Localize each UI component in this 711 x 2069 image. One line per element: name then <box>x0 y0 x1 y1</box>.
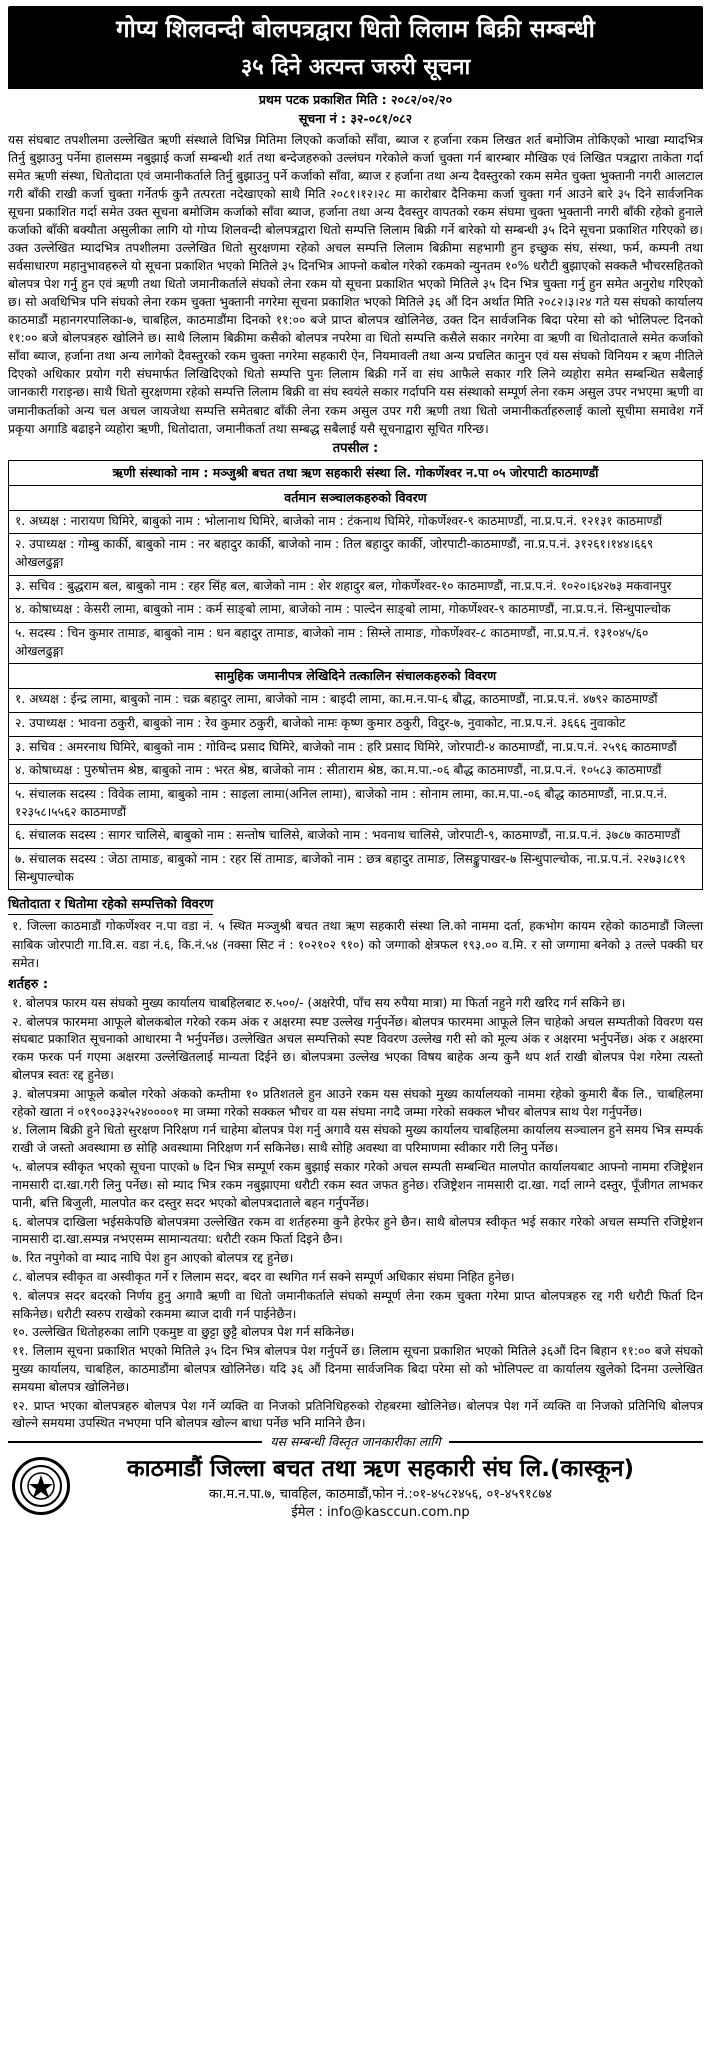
current-board-member: ३. सचिव : बुद्धराम बल, बाबुको नाम : रहर सिंह बल, बाजेको नाम : शेर शहादुर बल, गोकर्णेश्वर-१० काठमाण्डौं, ना.प्र.प.नं. १०२०।६४२७३ मकवानपुर <box>9 576 702 600</box>
notice-number: सूचना नं : ३२-०८१/०८२ <box>298 111 413 127</box>
term-item: ७. रित नपुगेको वा म्याद नाघि पेश हुन आएको बोलपत्र रद्द हुनेछ। <box>12 1251 294 1266</box>
term-item: ६. बोलपत्र दाखिला भईसकेपछि बोलपत्रमा उल्लेखित रकम वा शर्तहरुमा कुनै हेरफेर हुने छैन। साथै बोलपत्र स्वीकृत भई सकार गरेको अचल सम्पत्ति रजिष्ट्रेशन नामसारी दा.खा.सम्पन्न नभएसम्म सामान्यतया: धरौटी रकम फिर्ता दिइने छैन। <box>12 1214 703 1247</box>
property-heading: धितोदाता र धितोमा रहेको सम्पत्तिको विवरण <box>8 896 213 915</box>
term-item: ११. लिलाम सूचना प्रकाशित भएको मितिले ३५ दिन भित्र बोलपत्र पेश गर्नुपर्ने छ। लिलाम सूचना प्रकाशित भएको मितिले ३६औं दिन बिहान ११:०० बजे संघको मुख्य कार्यालय, चाबहिल, काठमाडौंमा बोलपत्र खोलिनेछ। यदि ३६ औं दिनमा सार्वजनिक बिदा परेमा सो को भोलिपल्ट वा कार्यालय खुलेको दिनमा उल्लेखित समयमा बोलपत्र खोलिनेछ। <box>12 1344 703 1394</box>
former-board-member: ६. संचालक सदस्य : सागर चालिसे, बाबुको नाम : सन्तोष चालिसे, बाजेको नाम : भवनाथ चालिसे, जोरपाटी-९, काठमाण्डौं, ना.प्र.प.नं. ३७८७ काठमाण्डौं <box>9 825 702 849</box>
details-heading: तपसील : <box>332 440 379 456</box>
old-board-list <box>9 689 702 889</box>
current-board-heading: वर्तमान सञ्चालकहरुको विवरण <box>9 486 702 511</box>
organization-name: काठमाडौं जिल्ला बचत तथा ऋण सहकारी संघ लि.(कास्कून) <box>126 1456 634 1483</box>
term-item: ९. बोलपत्र सदर बदरको निर्णय हुनु अगावै ऋणी वा धितो जमानीकर्ताले संघको सम्पूर्ण लेना रकम चुक्ता गरेमा प्राप्त बोलपत्रहरु रद्द गरी धरौटी फिर्ता दिन सकिनेछ। धरौटी स्वरुप राखेको रकममा ब्याज दावी गर्न पाईनेछैन। <box>12 1288 703 1321</box>
term-item: ३. बोलपत्रमा आफूले कबोल गरेको अंकको कम्तीमा १० प्रतिशतले हुन आउने रकम यस संघको मुख्य कार्यालयको नाममा रहेको कुमारी बैंक लि., चाबहिलमा रहेको खाता नं ०१९००३३२५२४००००१ मा जम्मा गरेको सक्कल भौचर वा यस संघमा नगदै जम्मा गरेको सक्कल भौचर बोलपत्र साथ पेश गर्नुपर्नेछ। <box>12 1086 703 1119</box>
old-board-heading: सामुहिक जमानीपत्र लेखिदिने तत्कालिन संचालकहरुको विवरण <box>9 663 702 689</box>
current-board-member: ५. सदस्य : चिन कुमार तामाङ, बाबुको नाम : धन बहादुर तामाङ, बाजेको नाम : सिम्ले तामाङ, गोकर्णेश्वर-८ काठमाण्डौं, ना.प्र.प.नं. १३१०४५/६० ओखलढुङ्गा <box>15 626 649 658</box>
notice-meta <box>8 91 703 129</box>
property-detail: १. जिल्ला काठमाडौं गोकर्णेश्वर न.पा वडा नं. ५ स्थित मञ्जुश्री बचत तथा ऋण सहकारी संस्था लि.को नाममा दर्ता, हकभोग कायम रहेको काठमाडौं जिल्ला साबिक जोरपाटी गा.वि.स. वडा नं.६, कि.नं.५४ (नक्सा सिट नं : १०२१०२ ९१०) को जग्गाको क्षेत्रफल १९३.०० व.मि. र सो जग्गामा बनेको ३ तल्ले पक्की घर समेत। <box>12 919 703 970</box>
notice-subtitle: ३५ दिने अत्यन्त जरुरी सूचना <box>8 50 703 89</box>
organization-address: का.म.न.पा.७, चावहिल, काठमाडौं,फोन नं.:०१-४५८२४५६, ०१-४५९१८७४ <box>208 1486 553 1502</box>
former-board-member: १. अध्यक्ष : ईन्द्र लामा, बाबुको नाम : चक्र बहादुर लामा, बाजेको नाम : बाइदी लामा, का.म.न.पा-६ बौद्ध, काठमाण्डौं, ना.प्र.प.नं. ४७९२ काठमाण्डौं <box>9 689 702 713</box>
borrower-name: ऋणी संस्थाको नाम : मञ्जुश्री बचत तथा ऋण सहकारी संस्था लि. गोकर्णेश्वर न.पा ०५ जोरपाटी काठमाण्डौं <box>9 461 702 486</box>
term-item: १२. प्राप्त भएका बोलपत्रहरु बोलपत्र पेश गर्ने व्यक्ति वा निजको प्रतिनिधिहरुको रोहबरमा खोलिनेछ। बोलपत्र पेश गर्ने व्यक्ति वा निजको प्रतिनिधि बोलपत्र खोल्ने समयमा उपस्थित नभएमा पनि बोलपत्र खोल्न बाधा पर्नेछ भनि मानिने छैन। <box>12 1398 703 1431</box>
term-item: ८. बोलपत्र स्वीकृत वा अस्वीकृत गर्ने र लिलाम सदर, बदर वा स्थगित गर्न सक्ने सम्पूर्ण अधिकार संघमा निहित हुनेछ। <box>12 1269 515 1284</box>
organization-logo-icon <box>12 1457 70 1515</box>
former-board-member: ५. संचालक सदस्य : विवेक लामा, बाबुको नाम : साइला लामा(अनिल लामा), बाजेको नाम : सोनाम लामा, का.म.पा.-०६ बौद्ध काठमाण्डौं, ना.प्र.प.नं. १२३५८।५५६२ काठमाण्डौं <box>9 784 702 825</box>
term-item: ५. बोलपत्र स्वीकृत भएको सूचना पाएको ७ दिन भित्र सम्पूर्ण रकम बुझाई सकार गरेको अचल सम्पती सम्बन्धित मालपोत कार्यालयबाट आफ्नो नाममा रजिष्ट्रेशन नामसारी दा.खा.गरी लिनु पर्नेछ। सो म्याद भित्र रकम नबुझाएमा धरौटी रकम स्वत जफत हुनेछ। रजिष्ट्रेशन नामसारी दा.खा. गर्दा लाग्ने दस्तुर, पूँजीगत लाभकर पानी, बत्ति बिजुली, मालपोत कर दस्तुर सदर भएको बोलपत्रदाताले बहन गर्नुपर्नेछ। <box>12 1160 703 1210</box>
former-board-member: २. उपाध्यक्ष : भावना ठकुरी, बाबुको नाम : रेव कुमार ठकुरी, बाजेको नामः कृष्ण कुमार ठकुरी, विदुर-७, नुवाकोट, ना.प्र.प.नं. ३६६६ नुवाकोट <box>9 713 702 737</box>
current-board-member: २. उपाध्यक्ष : गोम्बु कार्की, बाबुको नाम : नर बहादुर कार्की, बाजेको नाम : तिल बहादुर कार्की, जोरपाटी-काठमाण्डौं, ना.प्र.प.नं. ३१२६१।१४४।६६९ ओखलढुङ्गा <box>9 534 702 575</box>
former-board-member: ४. कोषाध्यक्ष : पुरुषोत्तम श्रेष्ठ, बाबुको नाम : भरत श्रेष्ठ, बाजेको नाम : सीताराम श्रेष्ठ, का.म.पा.-०६ बौद्ध काठमाण्डौं, ना.प्र.प.नं. १०५८३ काठमाण्डौं <box>9 760 702 784</box>
former-board-member: ७. संचालक सदस्य : जेठा तामाङ, बाबुको नाम : रहर सिं तामाङ, बाजेको नाम : छत्र बहादुर तामाङ, लिसङ्कुपाखर-७ सिन्धुपाल्चोक, ना.प्र.प.नं. २२७३।८१९ सिन्धुपाल्चोक <box>15 851 686 884</box>
former-board-member: ३. सचिव : अमरनाथ घिमिरे, बाबुको नाम : गोविन्द प्रसाद घिमिरे, बाजेको नाम : हरि प्रसाद घिमिरे, जोरपाटी-४ काठमाण्डौं, ना.प्र.प.नं. २५९६ काठमाण्डौं <box>9 737 702 761</box>
terms-heading: शर्तहरु : <box>8 976 49 992</box>
term-item: १. बोलपत्र फारम यस संघको मुख्य कार्यालय चाबहिलबाट रु.५००/- (अक्षरेपी, पाँच सय रुपैया मात्रा) मा फिर्ता नहुने गरी खरिद गर्न सकिने छ। <box>12 995 626 1010</box>
current-board-list <box>9 511 702 664</box>
logo-emblem-icon <box>18 1463 64 1509</box>
organization-email: ईमेल : info@kasccun.com.np <box>291 1505 470 1521</box>
borrower-box <box>8 460 703 890</box>
footer-note: यस सम्बन्धी विस्तृत जानकारीका लागि <box>262 1434 448 1449</box>
terms-list <box>8 995 703 1434</box>
notice-body: यस संघबाट तपशीलमा उल्लेखित ऋणी संस्थाले विभिन्न मितिमा लिएको कर्जाको साँवा, ब्याज र हर्जाना रकम लिखत शर्त बमोजिम तोकिएको भाखा म्यादभित्र तिर्नु बुझाउनु पर्नेमा हालसम्म नबुझाई कर्जा सम्बन्धी शर्त तथा बन्देजहरुको उल्लंघन गरेकोले कर्जा चुक्ता गर्न बारम्बार मौखिक एवं लिखित पत्रद्वारा ताकेता गर्दा समेत ऋणी संस्था, धितोदाता एवं जमानीकर्ताले तिर्नु बुझाउनु पर्ने कर्जाको साँवा, ब्याज र हर्जाना तथा अन्य दैवस्तुरको रकम समेत चुक्ता भुक्तानी नगरी आलटाल गरी बाँकी राखी कर्जा चुक्ता गर्नेतर्फ कुनै तत्परता नदेखाएको साथै मिति २०८१।१२।२८ मा कारोबार दैनिकमा कर्जा चुक्ता गर्न आउने बारे ३५ दिने सार्वजनिक सूचना प्रकाशित गर्दा समेत उक्त सूचना बमोजिम कर्जाको साँवा ब्याज, हर्जाना तथा अन्य दैवस्तुर वापतको रकम संघमा चुक्ता भुक्तानी नगरी बाँकी रहेको हुनाले कर्जाको बाँकी बक्यौता असुलीका लागि यो गोप्य शिलवन्दी बोलपत्रद्वारा धितो सम्पत्ति लिलाम बिक्री गर्ने बारेको यो सम्बन्धी ३५ दिने सूचना प्रकाशित गरिएको छ। उक्त उल्लेखित म्यादभित्र तपशीलमा उल्लेखित धितो सुरक्षणमा रहेको अचल सम्पत्ति लिलाम बिक्रीमा सहभागी हुन इच्छुक संघ, संस्था, फर्म, कम्पनी तथा सर्वसाधारण महानुभावहरुले यो सूचना प्रकाशित भएको मितिले ३५ दिनभित्र आफ्नो कबोल गरेको रकमको न्युनतम १०% धरौटी बुझाएको सक्कलै भौचरसहितको बोलपत्र पेश गर्नु हुन एवं ऋणी तथा धितो जमानीकर्ताले संघको लेना रकम यो सूचना प्रकाशित भएको मितिले ३५ दिन भित्र चुक्ता गर्नु हुन समेत अनुरोध गरिएको छ। सो अवधिभित्र पनि संघको लेना रकम चुक्ता भुक्तानी नगरेमा सूचना प्रकाशित भएको मितिले ३६ औं दिन अर्थात मिति २०८२।३।२४ गते यस संघको कार्यालय काठमाडौं महानगरपालिका-७, चाबहिल, काठमाडौंमा दिनको ११:०० बजे प्राप्त बोलपत्र खोलिनेछ, उक्त दिन सार्वजनिक बिदा परेमा सो को भोलिपल्ट दिनको ११:०० बजे बोलपत्रहरु खोलिने छ। साथै लिलाम बिक्रीमा कसैको बोलपत्र नपरेमा वा धितो सम्पत्ति कसैले सकार नगरेमा वा ऋणी वा धितोदाताले समेत कर्जाको साँवा ब्याज, हर्जाना तथा अन्य लागेको दैवस्तुरको रकम चुक्ता नगरेमा सहकारी ऐन, नियमावली तथा अन्य प्रचलित कानुन एवं यस संघको विनियम र ऋण नीतिले दिएको अधिकार प्रयोग गरी संघमार्फत लिखिदिएको धितो सम्पत्ति पुनः लिलाम बिक्री गर्ने वा संघ आफैले सकार गरि लिने व्यहोरा समेत सम्बन्धित सबैलाई जानकारी गराइन्छ। साथै धितो सुरक्षणमा रहेको सम्पत्ति लिलाम बिक्री वा संघ स्वयंले सकार गर्दापनि यस संस्थाको सम्पूर्ण लेना रकम असुल उपर नभएमा ऋणी वा जमानीकर्ताको अन्य चल अचल जायजेथा सम्पत्ति समेतबाट बाँकी लेना रकम असुल उपर गरी ऋणी तथा धितो जमानीकर्ताहरुलाई कालो सूचीमा समावेश गर्ने प्रकृया अगाडि बढाइने व्यहोरा ऋणी, धितोदाता, जमानीकर्ता तथा सम्बद्ध सबैलाई यसै सूचनाद्वारा सूचित गरिन्छ। <box>8 132 703 436</box>
notice-title: गोप्य शिलवन्दी बोलपत्रद्वारा धितो लिलाम बिक्री सम्बन्धी <box>8 6 703 50</box>
term-item: १०. उल्लेखित धितोहरुका लागि एकमुष्ट वा छुट्टा छुट्टै बोलपत्र पेश गर्न सकिनेछ। <box>12 1325 355 1340</box>
current-board-member: ४. कोषाध्यक्ष : केसरी लामा, बाबुको नाम : कर्म साङ्बो लामा, बाजेको नाम : पाल्देन साङ्बो लामा, गोकर्णेश्वर-९ काठमाण्डौं, ना.प्र.प.नं. सिन्धुपाल्चोक <box>9 599 702 623</box>
term-item: ४. लिलाम बिक्री हुने धितो सुरक्षण निरिक्षण गर्न चाहेमा बोलपत्र पेश गर्नु अगावै यस संघको मुख्य कार्यालय चाबहिलमा कार्यालय सञ्चालन हुने समय भित्र सम्पर्क राखी जे जस्तो अवस्थामा छ सोहि अवस्थामा निरिक्षण गर्न सकिनेछ। साथै सोहि अवस्था वा परिमाणमा स्वीकार गरी लिनु पर्नेछ। <box>12 1123 703 1156</box>
current-board-member: १. अध्यक्ष : नारायण घिमिरे, बाबुको नाम : भोलानाथ घिमिरे, बाजेको नाम : टंकनाथ घिमिरे, गोकर्णेश्वर-९ काठमाण्डौं, ना.प्र.प.नं. १२१३१ काठमाण्डौं <box>9 511 702 535</box>
footer <box>8 1434 703 1522</box>
term-item: २. बोलपत्र फारममा आफूले बोलकबोल गरेको रकम अंक र अक्षरमा स्पष्ट उल्लेख गर्नुपर्नेछ। बोलपत्र फारममा आफूले लिन चाहेको अचल सम्पतीको विवरण यस संघबाट प्रकाशित सूचनाको आधारमा नै भर्नुपर्नेछ। उल्लेखित अचल सम्पत्तिको स्पष्ट विवरण उल्लेख गरी सो को मूल्य अंक र अक्षरमा भर्नुपर्नेछ। अंक र अक्षरमा रकम फरक पर्न गएमा अक्षरमा उल्लेखितलाई मान्यता दिईने छ। बोलपत्रमा उल्लेख भएका विषय बाहेक अन्य कुनै थप शर्त राखी बोलपत्र पेश गरेमा त्यस्तो बोलपत्र स्वतः रद्द हुनेछ। <box>12 1014 703 1083</box>
published-date: प्रथम पटक प्रकाशित मिति : २०८२/०२/२० <box>258 92 453 108</box>
